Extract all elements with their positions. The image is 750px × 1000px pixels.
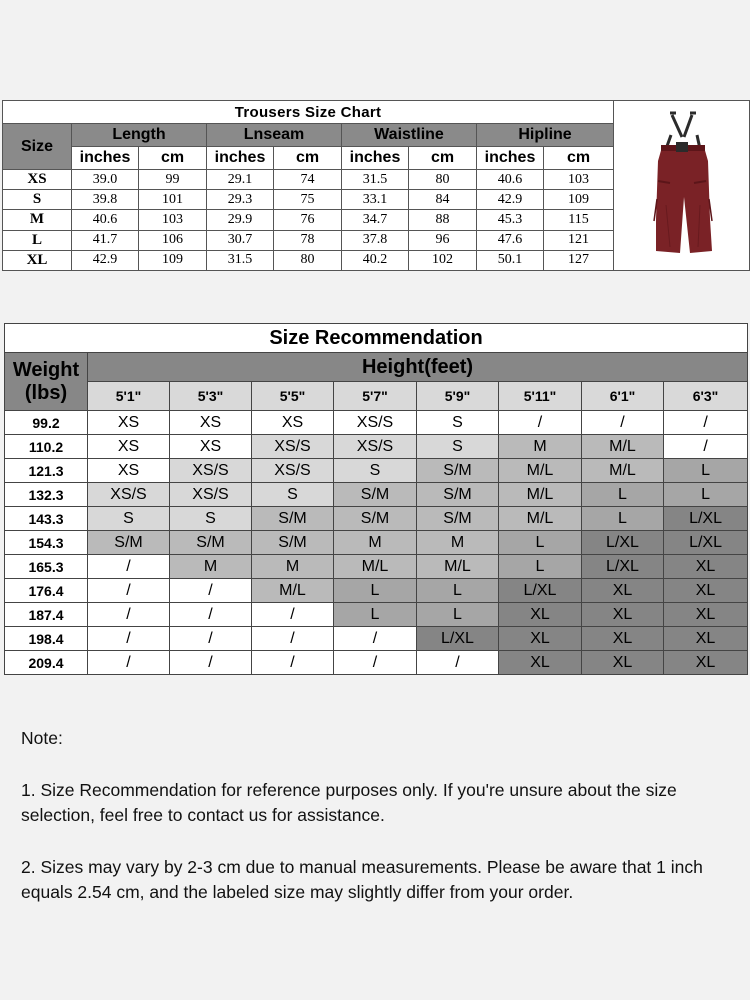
size-recommendation-cell: XL	[499, 603, 582, 627]
inseam-header: Lnseam	[207, 124, 342, 147]
measurement-cell: 99	[139, 170, 207, 190]
table-row	[3, 210, 614, 230]
height-column-header: 6'1"	[582, 382, 664, 411]
measurement-cell: 29.9	[207, 210, 274, 230]
measurement-cell: 109	[544, 190, 614, 210]
weight-cell: 209.4	[5, 651, 88, 675]
size-recommendation-cell: XS/S	[334, 435, 417, 459]
unit-header: inches	[207, 147, 274, 170]
size-recommendation-cell: XS	[88, 435, 170, 459]
size-recommendation-cell: M/L	[499, 483, 582, 507]
size-label: XS	[3, 170, 72, 190]
table-row	[5, 507, 748, 531]
measurement-cell: 40.6	[72, 210, 139, 230]
size-recommendation-cell: XS/S	[170, 459, 252, 483]
table-row	[5, 459, 748, 483]
size-recommendation-cell: M/L	[499, 459, 582, 483]
trousers-chart-title: Trousers Size Chart	[3, 101, 614, 124]
unit-header: inches	[477, 147, 544, 170]
note-item: 2. Sizes may vary by 2-3 cm due to manual measurements. Please be aware that 1 inch equals 2.54 cm, and the labeled size may slightly differ from your order.	[21, 857, 703, 902]
size-recommendation-cell: XS	[252, 411, 334, 435]
length-header: Length	[72, 124, 207, 147]
measurement-cell: 47.6	[477, 230, 544, 250]
notes-section	[21, 726, 741, 932]
size-recommendation-cell: M/L	[417, 555, 499, 579]
size-recommendation-cell: XS	[88, 459, 170, 483]
measurement-cell: 50.1	[477, 250, 544, 270]
measurement-cell: 76	[274, 210, 342, 230]
size-column-header: Size	[3, 124, 72, 170]
size-recommendation-cell: /	[664, 411, 748, 435]
size-recommendation-cell: /	[88, 603, 170, 627]
unit-header: cm	[409, 147, 477, 170]
table-row	[5, 627, 748, 651]
measurement-cell: 42.9	[72, 250, 139, 270]
size-recommendation-cell: S	[417, 411, 499, 435]
height-column-header: 5'11"	[499, 382, 582, 411]
table-row	[5, 435, 748, 459]
measurement-cell: 103	[139, 210, 207, 230]
size-recommendation-cell: /	[334, 627, 417, 651]
weight-cell: 165.3	[5, 555, 88, 579]
measurement-cell: 103	[544, 170, 614, 190]
measurement-cell: 84	[409, 190, 477, 210]
size-recommendation-cell: S	[417, 435, 499, 459]
size-recommendation-cell: L/XL	[664, 531, 748, 555]
size-recommendation-cell: XS/S	[252, 459, 334, 483]
size-recommendation-cell: /	[170, 579, 252, 603]
height-column-header: 5'1"	[88, 382, 170, 411]
measurement-cell: 88	[409, 210, 477, 230]
measurement-cell: 31.5	[342, 170, 409, 190]
size-recommendation-cell: /	[88, 579, 170, 603]
notes-heading: Note:	[21, 728, 63, 748]
size-recommendation-cell: /	[170, 627, 252, 651]
measurement-cell: 29.3	[207, 190, 274, 210]
size-recommendation-cell: /	[417, 651, 499, 675]
size-recommendation-cell: L/XL	[582, 531, 664, 555]
size-recommendation-cell: S/M	[170, 531, 252, 555]
trousers-size-chart	[2, 100, 614, 271]
weight-cell: 143.3	[5, 507, 88, 531]
height-column-header: 5'3"	[170, 382, 252, 411]
product-image	[613, 100, 750, 271]
size-recommendation-cell: /	[334, 651, 417, 675]
size-recommendation-cell: /	[582, 411, 664, 435]
height-header: Height(feet)	[88, 353, 748, 382]
size-recommendation-cell: S/M	[88, 531, 170, 555]
table-row	[5, 555, 748, 579]
measurement-cell: 78	[274, 230, 342, 250]
suspender-trousers-icon	[614, 101, 749, 270]
measurement-cell: 101	[139, 190, 207, 210]
size-label: L	[3, 230, 72, 250]
size-recommendation-cell: XS/S	[170, 483, 252, 507]
table-row	[5, 651, 748, 675]
height-column-header: 5'7"	[334, 382, 417, 411]
size-recommendation-cell: /	[88, 651, 170, 675]
measurement-cell: 41.7	[72, 230, 139, 250]
size-recommendation-cell: L	[664, 483, 748, 507]
size-recommendation-cell: S/M	[417, 483, 499, 507]
size-recommendation-cell: L	[499, 555, 582, 579]
size-recommendation-cell: S	[170, 507, 252, 531]
size-recommendation-cell: L/XL	[582, 555, 664, 579]
weight-cell: 187.4	[5, 603, 88, 627]
size-recommendation-cell: XL	[664, 603, 748, 627]
size-recommendation-cell: S	[334, 459, 417, 483]
measurement-cell: 96	[409, 230, 477, 250]
size-recommendation-cell: /	[88, 555, 170, 579]
size-recommendation-cell: XL	[499, 651, 582, 675]
size-recommendation-cell: L	[499, 531, 582, 555]
note-item: 1. Size Recommendation for reference purposes only. If you're unsure about the size selection, feel free to contact us for assistance.	[21, 780, 677, 825]
size-recommendation-cell: S/M	[334, 483, 417, 507]
unit-header: inches	[72, 147, 139, 170]
weight-label: Weight	[12, 358, 80, 381]
size-recommendation-cell: L	[582, 507, 664, 531]
size-recommendation-cell: L/XL	[499, 579, 582, 603]
size-recommendation-cell: /	[252, 651, 334, 675]
size-recommendation-cell: M	[252, 555, 334, 579]
weight-cell: 132.3	[5, 483, 88, 507]
table-row	[3, 170, 614, 190]
size-recommendation-cell: /	[664, 435, 748, 459]
size-recommendation-cell: XL	[664, 555, 748, 579]
size-label: M	[3, 210, 72, 230]
size-label: S	[3, 190, 72, 210]
size-recommendation-cell: M/L	[582, 459, 664, 483]
size-recommendation-cell: XL	[664, 627, 748, 651]
measurement-cell: 40.2	[342, 250, 409, 270]
size-recommendation-cell: XL	[582, 627, 664, 651]
size-recommendation-cell: XS/S	[334, 411, 417, 435]
size-recommendation-cell: S/M	[252, 507, 334, 531]
size-recommendation-cell: XL	[582, 651, 664, 675]
measurement-cell: 39.8	[72, 190, 139, 210]
size-recommendation-cell: M	[499, 435, 582, 459]
height-column-header: 5'9"	[417, 382, 499, 411]
size-recommendation-cell: M	[170, 555, 252, 579]
size-recommendation-cell: M	[417, 531, 499, 555]
size-recommendation-cell: S/M	[334, 507, 417, 531]
measurement-cell: 33.1	[342, 190, 409, 210]
measurement-cell: 127	[544, 250, 614, 270]
weight-cell: 121.3	[5, 459, 88, 483]
size-recommendation-cell: /	[252, 627, 334, 651]
size-recommendation-cell: /	[88, 627, 170, 651]
size-label: XL	[3, 250, 72, 270]
table-row	[5, 483, 748, 507]
measurement-cell: 115	[544, 210, 614, 230]
unit-header: inches	[342, 147, 409, 170]
recommendation-title: Size Recommendation	[5, 324, 748, 353]
size-recommendation-cell: L	[417, 603, 499, 627]
size-recommendation-cell: XS/S	[252, 435, 334, 459]
measurement-cell: 29.1	[207, 170, 274, 190]
measurement-cell: 39.0	[72, 170, 139, 190]
measurement-cell: 37.8	[342, 230, 409, 250]
unit-header: cm	[139, 147, 207, 170]
size-recommendation-cell: L	[664, 459, 748, 483]
size-recommendation-cell: XS	[170, 411, 252, 435]
size-recommendation-cell: XL	[582, 603, 664, 627]
size-recommendation-table	[4, 323, 748, 675]
unit-header: cm	[274, 147, 342, 170]
size-recommendation-cell: XS	[88, 411, 170, 435]
size-recommendation-cell: L	[417, 579, 499, 603]
measurement-cell: 34.7	[342, 210, 409, 230]
measurement-cell: 40.6	[477, 170, 544, 190]
size-recommendation-cell: M/L	[499, 507, 582, 531]
size-recommendation-cell: XS	[170, 435, 252, 459]
size-recommendation-cell: M/L	[334, 555, 417, 579]
table-row	[5, 531, 748, 555]
unit-header: cm	[544, 147, 614, 170]
size-recommendation-cell: M/L	[582, 435, 664, 459]
table-row	[3, 230, 614, 250]
measurement-cell: 31.5	[207, 250, 274, 270]
size-recommendation-cell: L	[334, 579, 417, 603]
measurement-cell: 80	[274, 250, 342, 270]
size-recommendation-cell: XS/S	[88, 483, 170, 507]
measurement-cell: 75	[274, 190, 342, 210]
size-recommendation-cell: XL	[664, 579, 748, 603]
measurement-cell: 30.7	[207, 230, 274, 250]
measurement-cell: 42.9	[477, 190, 544, 210]
table-row	[3, 190, 614, 210]
waistline-header: Waistline	[342, 124, 477, 147]
measurement-cell: 106	[139, 230, 207, 250]
measurement-cell: 74	[274, 170, 342, 190]
size-recommendation-cell: XL	[499, 627, 582, 651]
height-column-header: 6'3"	[664, 382, 748, 411]
size-recommendation-cell: L	[334, 603, 417, 627]
size-recommendation-cell: XL	[582, 579, 664, 603]
size-recommendation-cell: S/M	[417, 459, 499, 483]
height-column-header: 5'5"	[252, 382, 334, 411]
table-row	[5, 579, 748, 603]
table-row	[3, 250, 614, 270]
weight-cell: 198.4	[5, 627, 88, 651]
table-row	[5, 411, 748, 435]
measurement-cell: 45.3	[477, 210, 544, 230]
size-recommendation-cell: S	[252, 483, 334, 507]
size-recommendation-cell: S/M	[252, 531, 334, 555]
size-recommendation-cell: /	[252, 603, 334, 627]
weight-cell: 154.3	[5, 531, 88, 555]
size-recommendation-cell: L/XL	[417, 627, 499, 651]
size-recommendation-cell: S/M	[417, 507, 499, 531]
measurement-cell: 80	[409, 170, 477, 190]
weight-unit-label: (lbs)	[24, 381, 68, 404]
weight-cell: 99.2	[5, 411, 88, 435]
weight-cell: 110.2	[5, 435, 88, 459]
weight-header	[5, 353, 88, 411]
size-recommendation-cell: XL	[664, 651, 748, 675]
size-recommendation-cell: M/L	[252, 579, 334, 603]
table-row	[5, 603, 748, 627]
measurement-cell: 109	[139, 250, 207, 270]
size-recommendation-cell: L	[582, 483, 664, 507]
size-recommendation-cell: /	[170, 603, 252, 627]
weight-cell: 176.4	[5, 579, 88, 603]
size-recommendation-cell: /	[499, 411, 582, 435]
size-recommendation-cell: S	[88, 507, 170, 531]
measurement-cell: 121	[544, 230, 614, 250]
measurement-cell: 102	[409, 250, 477, 270]
size-recommendation-cell: L/XL	[664, 507, 748, 531]
size-recommendation-cell: /	[170, 651, 252, 675]
hipline-header: Hipline	[477, 124, 614, 147]
size-recommendation-cell: M	[334, 531, 417, 555]
